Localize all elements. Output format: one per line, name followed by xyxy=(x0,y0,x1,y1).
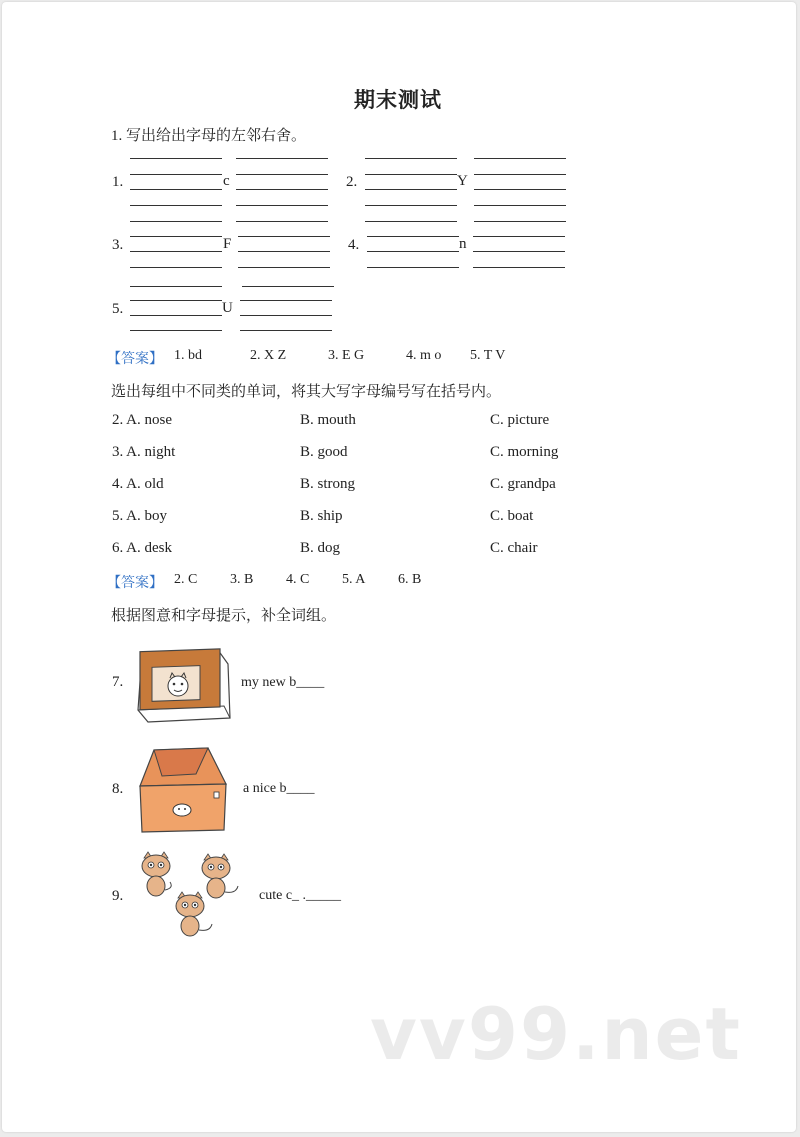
q1-item-number: 1. xyxy=(112,174,124,190)
answer-line[interactable] xyxy=(473,267,565,268)
page-title: 期末测试 xyxy=(354,88,442,112)
q1-item-number: 3. xyxy=(112,237,124,253)
answer-line[interactable] xyxy=(130,300,222,301)
q3-item-number: 7. xyxy=(112,674,124,690)
option-b: B. strong xyxy=(300,476,356,492)
answer-line[interactable] xyxy=(365,221,457,222)
answer-tag: 【答案】 xyxy=(107,352,163,367)
answer-line[interactable] xyxy=(130,330,222,331)
answer-line[interactable] xyxy=(474,174,566,175)
option-c: C. grandpa xyxy=(490,476,556,492)
answer-block-2 xyxy=(107,572,163,592)
answer-line[interactable] xyxy=(236,158,328,159)
q1-item-number: 2. xyxy=(346,174,358,190)
answer-line[interactable] xyxy=(367,251,459,252)
answer-line[interactable] xyxy=(130,174,222,175)
option-b: B. good xyxy=(300,444,348,460)
option-c: C. chair xyxy=(490,540,538,556)
answer-line[interactable] xyxy=(130,221,222,222)
document-page xyxy=(2,2,796,1132)
answer-line[interactable] xyxy=(473,251,565,252)
answer-item: 5. T V xyxy=(470,348,506,363)
answer-item: 2. X Z xyxy=(250,348,287,363)
q1-item-number: 4. xyxy=(348,237,360,253)
cats-icon xyxy=(134,850,249,942)
answer-line[interactable] xyxy=(474,221,566,222)
option-a: 5. A. boy xyxy=(112,508,168,524)
answer-line[interactable] xyxy=(474,158,566,159)
answer-line[interactable] xyxy=(238,267,330,268)
answer-item: 5. A xyxy=(342,572,366,587)
answer-line[interactable] xyxy=(236,189,328,190)
answer-line[interactable] xyxy=(236,205,328,206)
q1-given-letter: F xyxy=(223,236,232,252)
answer-line[interactable] xyxy=(365,189,457,190)
answer-line[interactable] xyxy=(130,236,222,237)
answer-item: 3. B xyxy=(230,572,254,587)
q1-given-letter: c xyxy=(223,173,230,189)
q1-instruction: 1. 写出给出字母的左邻右舍。 xyxy=(111,128,307,144)
answer-line[interactable] xyxy=(240,315,332,316)
option-c: C. morning xyxy=(490,444,559,460)
answer-line[interactable] xyxy=(365,174,457,175)
book-icon xyxy=(132,640,232,724)
answer-line[interactable] xyxy=(236,174,328,175)
q1-given-letter: U xyxy=(222,300,233,316)
answer-line[interactable] xyxy=(365,158,457,159)
answer-line[interactable] xyxy=(367,236,459,237)
answer-line[interactable] xyxy=(130,158,222,159)
q3-item-number: 9. xyxy=(112,888,124,904)
answer-item: 6. B xyxy=(398,572,422,587)
watermark: vv99.net xyxy=(370,992,742,1076)
answer-item: 4. C xyxy=(286,572,310,587)
answer-line[interactable] xyxy=(130,189,222,190)
answer-line[interactable] xyxy=(130,286,222,287)
answer-line[interactable] xyxy=(130,205,222,206)
option-a: 3. A. night xyxy=(112,444,176,460)
q3-instruction: 根据图意和字母提示，补全词组。 xyxy=(111,608,337,624)
answer-item: 2. C xyxy=(174,572,198,587)
option-a: 6. A. desk xyxy=(112,540,172,556)
option-a: 4. A. old xyxy=(112,476,164,492)
answer-line[interactable] xyxy=(236,221,328,222)
option-b: B. mouth xyxy=(300,412,356,428)
q3-item-number: 8. xyxy=(112,781,124,797)
answer-block-1 xyxy=(107,348,163,368)
answer-line[interactable] xyxy=(367,267,459,268)
answer-line[interactable] xyxy=(365,205,457,206)
answer-line[interactable] xyxy=(240,330,332,331)
q2-instruction: 选出每组中不同类的单词，将其大写字母编号写在括号内。 xyxy=(111,384,502,400)
answer-line[interactable] xyxy=(130,251,222,252)
answer-line[interactable] xyxy=(474,205,566,206)
option-b: B. ship xyxy=(300,508,343,524)
answer-line[interactable] xyxy=(238,236,330,237)
q1-given-letter: n xyxy=(459,236,467,252)
answer-item: 4. m o xyxy=(406,348,442,363)
answer-line[interactable] xyxy=(130,267,222,268)
q1-given-letter: Y xyxy=(457,173,468,189)
answer-line[interactable] xyxy=(238,251,330,252)
answer-item: 1. bd xyxy=(174,348,202,363)
answer-line[interactable] xyxy=(474,189,566,190)
option-c: C. boat xyxy=(490,508,534,524)
answer-line[interactable] xyxy=(473,236,565,237)
q3-phrase: cute c_ ._____ xyxy=(259,888,342,903)
option-c: C. picture xyxy=(490,412,550,428)
answer-item: 3. E G xyxy=(328,348,365,363)
option-b: B. dog xyxy=(300,540,341,556)
answer-tag: 【答案】 xyxy=(107,576,163,591)
box-icon xyxy=(134,744,234,834)
answer-line[interactable] xyxy=(240,300,332,301)
q3-phrase: my new b____ xyxy=(241,675,325,690)
option-a: 2. A. nose xyxy=(112,412,172,428)
q1-item-number: 5. xyxy=(112,301,124,317)
answer-line[interactable] xyxy=(130,315,222,316)
q3-phrase: a nice b____ xyxy=(243,781,315,796)
answer-line[interactable] xyxy=(242,286,334,287)
